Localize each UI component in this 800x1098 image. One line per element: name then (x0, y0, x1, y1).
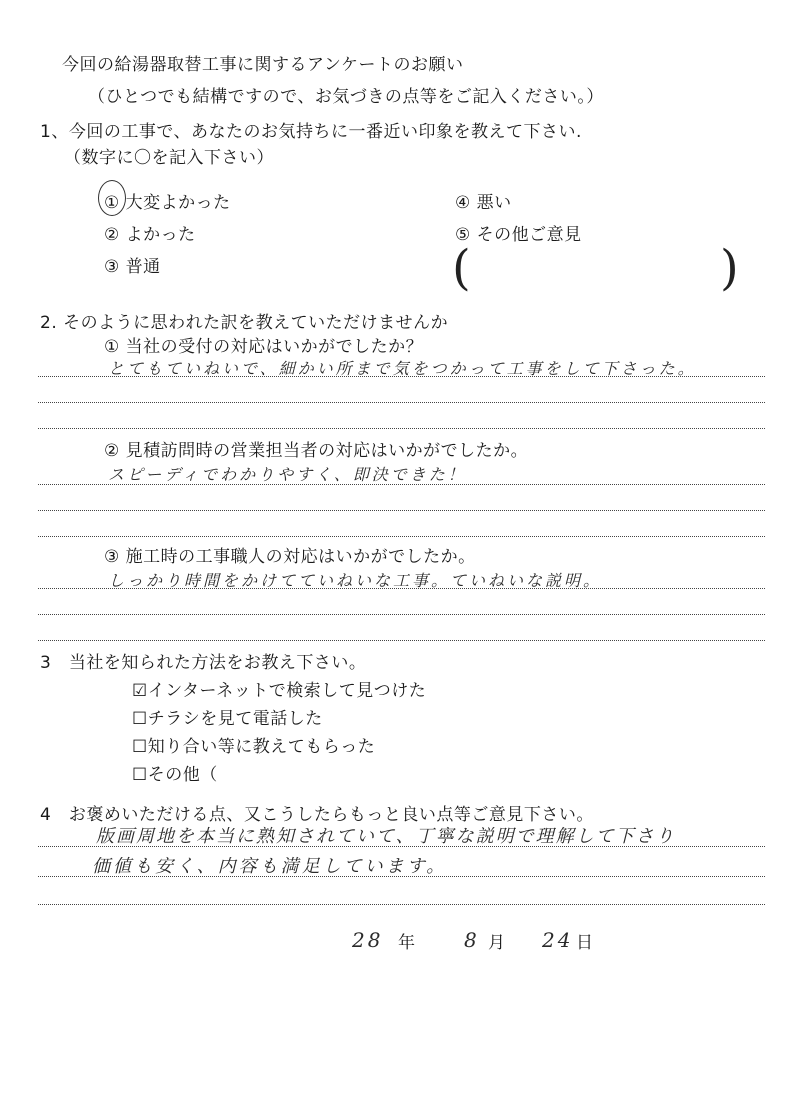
date-month: 8 (464, 928, 480, 952)
q1-option-4: ④ 悪い (455, 193, 512, 213)
q1-instruction: （数字に〇を記入下さい） (64, 148, 274, 168)
date-year: 28 (352, 928, 384, 952)
answer-line (38, 428, 765, 429)
q2-sub3-answer: しっかり時間をかけてていねいな工事。ていねいな説明。 (108, 571, 603, 590)
date-day: 24 (542, 928, 574, 952)
date-year-unit: 年 (398, 933, 416, 953)
date-day-unit: 日 (576, 933, 594, 953)
q2-sub2-label: ② 見積訪問時の営業担当者の対応はいかがでしたか。 (104, 441, 529, 461)
q2-sub3-label: ③ 施工時の工事職人の対応はいかがでしたか。 (104, 547, 476, 567)
q3-option-other: ☐その他（ (132, 765, 218, 785)
answer-line (38, 376, 765, 377)
q2-sub2-answer: スピーディでわかりやすく、即決できた！ (108, 465, 467, 484)
answer-line (38, 876, 765, 877)
q1-option-3: ③ 普通 (104, 257, 161, 277)
q3-option-acquaintance: ☐知り合い等に教えてもらった (132, 737, 376, 757)
answer-line (38, 588, 765, 589)
answer-line (38, 484, 765, 485)
answer-line (38, 640, 765, 641)
answer-line (38, 402, 765, 403)
answer-line (38, 536, 765, 537)
q4-answer-line1: 版画周地を本当に熟知されていて、丁寧な説明で理解して下さり (96, 826, 676, 847)
q1-option-2: ② よかった (104, 225, 196, 245)
other-close-paren: ) (720, 240, 739, 296)
q3-question: 3 当社を知られた方法をお教え下さい。 (40, 653, 367, 673)
q4-question: 4 お褒めいただける点、又こうしたらもっと良い点等ご意見下さい。 (40, 805, 594, 825)
answer-line (38, 904, 765, 905)
other-open-paren: ( (452, 240, 471, 296)
q2-question: 2. そのように思われた訳を教えていただけませんか (40, 313, 449, 333)
answer-line (38, 846, 765, 847)
q1-option-1: ① 大変よかった (104, 193, 231, 213)
q2-sub1-answer: とてもていねいで、細かい所まで気をつかって工事をして下さった。 (108, 359, 697, 378)
survey-title: 今回の給湯器取替工事に関するアンケートのお願い (62, 55, 464, 75)
survey-subtitle: （ひとつでも結構ですので、お気づきの点等をご記入ください。） (88, 87, 604, 107)
date-month-unit: 月 (488, 933, 506, 953)
answer-line (38, 614, 765, 615)
q3-option-internet: ☑インターネットで検索して見つけた (132, 681, 427, 701)
answer-line (38, 510, 765, 511)
q4-answer-line2: 価値も安く、内容も満足しています。 (92, 856, 448, 877)
q2-sub1-label: ① 当社の受付の対応はいかがでしたか？ (104, 337, 424, 357)
q3-option-flyer: ☐チラシを見て電話した (132, 709, 323, 729)
q1-question: 1、今回の工事で、あなたのお気持ちに一番近い印象を教えて下さい. (40, 122, 582, 142)
q1-option-5: ⑤ その他ご意見 (455, 225, 582, 245)
